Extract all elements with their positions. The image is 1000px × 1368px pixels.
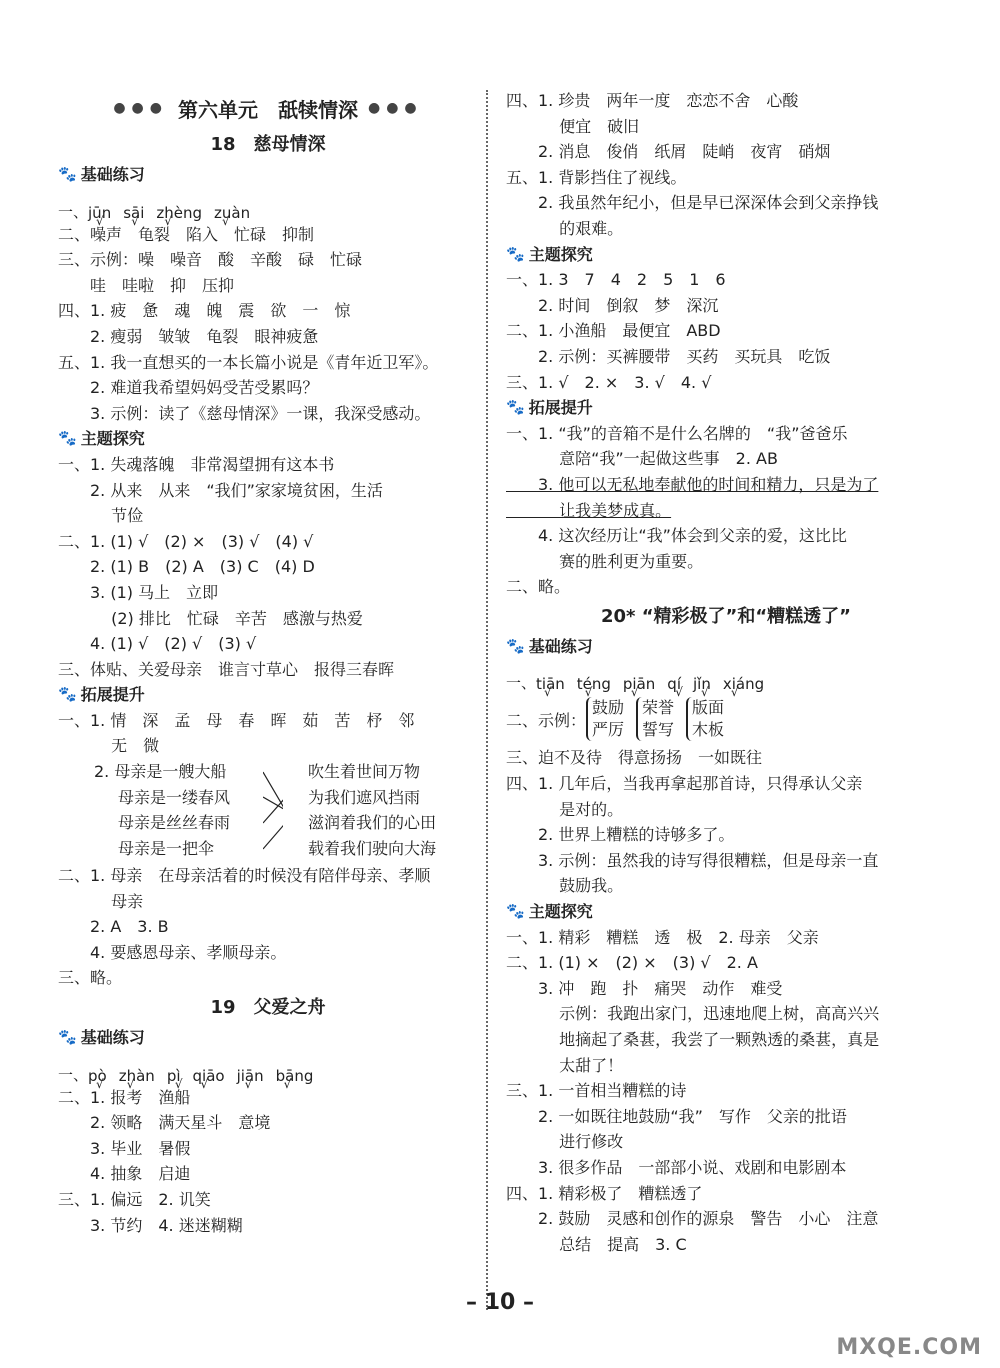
- column-divider: [486, 90, 488, 1310]
- answer-line: 2. 领略 满天星斗 意境: [58, 1113, 271, 1133]
- answer-line: 二、略。: [506, 577, 571, 597]
- answer-line: 四、1. 疲 惫 魂 魄 震 欲 一 惊: [58, 301, 351, 321]
- section-basic-19: 🐾 基础练习: [58, 1025, 478, 1051]
- answer-line: 3. 节约 4. 迷迷糊糊: [58, 1215, 243, 1235]
- answer-line: 三、1. 一首相当糟糕的诗: [506, 1081, 687, 1101]
- match-right-item: 载着我们驶向大海: [308, 838, 437, 858]
- paw-icon: 🐾: [58, 685, 77, 704]
- answer-line: 三、1. 偏远 2. 讥笑: [58, 1190, 211, 1209]
- answer-line: 让我美梦成真。: [506, 500, 672, 520]
- answer-line: 三、示例：噪 噪音 酸 辛酸 碌 忙碌: [58, 250, 363, 270]
- answer-line: 赛的胜利更为重要。: [506, 551, 704, 571]
- unit-title: 第六单元 舐犊情深: [178, 97, 358, 122]
- answer-line: 无 微: [58, 736, 160, 756]
- answer-line: 示例：我跑出家门，迅速地爬上树，高高兴兴: [506, 1004, 880, 1024]
- answer-line: 节俭: [58, 506, 144, 526]
- answers-20-basic: [506, 745, 946, 899]
- match-lines: [263, 759, 283, 863]
- answers-18-theme: [58, 452, 478, 682]
- answer-line: 一、1. 情 深 孟 母 春 晖 茹 苦 杼 邻: [58, 710, 415, 730]
- page-number: – 10 –: [466, 1290, 534, 1315]
- answer-line: 2. 消息 俊俏 纸屑 陡峭 夜宵 硝烟: [506, 142, 831, 162]
- match-left-item: 母亲是一把伞: [118, 838, 215, 858]
- answer-line: 二、1. 小渔船 最便宜 ABD: [506, 321, 721, 341]
- paw-icon: 🐾: [58, 429, 77, 448]
- paw-icon: 🐾: [58, 165, 77, 183]
- answer-line: 4. 要感恩母亲、孝顺母亲。: [58, 942, 287, 962]
- answer-line: 3. (1) 马上 立即: [58, 582, 219, 602]
- brace-group: 荣誉 誓写: [636, 697, 674, 741]
- decor-dots-left: ●●●: [113, 100, 168, 116]
- brace-examples: 二、示例： 鼓励 严厉 荣誉 誓写 版面 木板: [506, 698, 725, 740]
- answer-line: 2. 示例：买裤腰带 买药 买玩具 吃饭: [506, 346, 831, 366]
- answer-line: 进行修改: [506, 1132, 624, 1152]
- answer-line: 3. 示例：读了《慈母情深》一课，我深受感动。: [58, 403, 431, 423]
- answer-line: 2. (1) B (2) A (3) C (4) D: [58, 557, 315, 577]
- match-right-list: [308, 759, 436, 861]
- answers-19-extend-underlined: [506, 472, 946, 523]
- answer-line: 地摘起了桑葚，我尝了一颗熟透的桑葚，真是: [506, 1030, 880, 1049]
- answer-line: 总结 提高 3. C: [506, 1234, 687, 1254]
- answer-line: 一、1. 精彩 糟糕 透 极 2. 母亲 父亲: [506, 927, 819, 947]
- pinyin-row-20: 一、 tiān √ téng √ piān √ qí √ jǐn √ xiáng √: [506, 659, 946, 693]
- section-basic-18: 🐾 基础练习: [58, 162, 478, 188]
- right-column: [506, 88, 946, 1257]
- answers-18-basic: [58, 222, 478, 427]
- answers-19-basic-cont: [506, 88, 946, 242]
- brace-group: 鼓励 严厉: [586, 697, 624, 741]
- answer-line: 2. 瘦弱 皱皱 龟裂 眼神疲惫: [58, 326, 319, 346]
- section-theme-20: 🐾 主题探究: [506, 899, 946, 925]
- match-left-item: 2. 母亲是一艘大船: [94, 762, 227, 782]
- match-right-item: 滋润着我们的心田: [308, 813, 437, 833]
- paw-icon: 🐾: [506, 244, 525, 263]
- answer-line: 四、1. 几年后，当我再拿起那首诗，只得承认父亲: [506, 774, 863, 794]
- lesson-18-title: 18 慈母情深: [210, 134, 326, 155]
- answer-line: 的艰难。: [506, 218, 624, 238]
- paw-icon: 🐾: [506, 636, 525, 655]
- paw-icon: 🐾: [58, 1028, 77, 1047]
- answer-line: 鼓励我。: [506, 876, 624, 896]
- answer-line: 2. 难道我希望妈妈受苦受累吗？: [58, 378, 319, 398]
- section-theme-18: 🐾 主题探究: [58, 426, 478, 452]
- brace-group: 版面 木板: [686, 697, 724, 741]
- answers-20-theme: [506, 925, 946, 1258]
- answer-line: 便宜 破旧: [506, 116, 640, 136]
- watermark: MXQE.COM: [836, 1335, 982, 1360]
- answer-line: 意陪“我”一起做这些事 2. AB: [506, 449, 778, 469]
- lesson-20-title: 20* “精彩极了”和“糟糕透了”: [600, 605, 852, 627]
- answer-line: 4. 抽象 启迪: [58, 1164, 191, 1184]
- section-extend-19: 🐾 拓展提升: [506, 395, 946, 421]
- answer-line: 二、1. (1) × (2) × (3) √ 2. A: [506, 953, 758, 973]
- answer-line: 三、迫不及待 得意扬扬 一如既往: [506, 748, 763, 768]
- answer-line: 一、1. 3 7 4 2 5 1 6: [506, 270, 726, 290]
- match-left-item: 母亲是丝丝春雨: [118, 813, 231, 833]
- paw-icon: 🐾: [506, 398, 525, 417]
- answer-line: 五、1. 我一直想买的一本长篇小说是《青年近卫军》。: [58, 352, 439, 372]
- answers-19-extend-2: [506, 523, 946, 600]
- answer-line: 2. 世界上糟糕的诗够多了。: [506, 825, 735, 845]
- answer-line: 4. (1) √ (2) √ (3) √: [58, 634, 257, 654]
- answer-line: 3. 他可以无私地奉献他的时间和精力，只是为了: [506, 474, 879, 494]
- answer-line: 五、1. 背影挡住了视线。: [506, 167, 687, 187]
- answer-line: 4. 这次经历让“我”体会到父亲的爱，这比比: [506, 526, 847, 546]
- answer-line: 2. 鼓励 灵感和创作的源泉 警告 小心 注意: [506, 1209, 879, 1229]
- answer-line: 二、1. 报考 渔船: [58, 1087, 191, 1107]
- answer-line: 是对的。: [506, 799, 624, 819]
- section-basic-20: 🐾 基础练习: [506, 634, 946, 660]
- answer-line: 三、略。: [58, 968, 123, 988]
- unit-header: [58, 88, 478, 128]
- answer-line: 二、噪声 龟裂 陷入 忙碌 抑制: [58, 224, 315, 244]
- answer-line: 2. A 3. B: [58, 917, 169, 937]
- answer-line: 3. 示例：虽然我的诗写得很糟糕，但是母亲一直: [506, 850, 879, 870]
- answer-line: 一、1. 失魂落魄 非常渴望拥有这本书: [58, 454, 335, 474]
- answer-line: 哇 哇啦 抑 压抑: [58, 275, 235, 295]
- pinyin-row-19: 一、 pò √ zhàn √ pì √ qiāo √ jiān √ bāng √: [58, 1051, 478, 1085]
- answers-18-extend-2: [58, 863, 478, 991]
- left-column: [58, 88, 478, 1238]
- match-right-item: 为我们遮风挡雨: [308, 787, 421, 807]
- answer-line: 太甜了！: [506, 1055, 624, 1075]
- lesson-19-title: 19 父爱之舟: [210, 997, 326, 1019]
- answers-19-extend: [506, 421, 946, 472]
- answer-line: 2. 从来 从来 “我们”家家境贫困，生活: [58, 480, 383, 500]
- match-right-item: 吹生着世间万物: [308, 762, 421, 782]
- match-left-list: [94, 759, 230, 861]
- pinyin-row-18: 一、 jūn √ sāi √ zhèng √ zuàn √: [58, 188, 478, 222]
- answer-line: 母亲: [58, 891, 144, 911]
- brace-groups: [586, 697, 724, 741]
- answer-line: 3. 毕业 暑假: [58, 1138, 191, 1158]
- answer-line: 二、1. (1) √ (2) × (3) √ (4) √: [58, 531, 314, 551]
- answer-line: 3. 冲 跑 扑 痛哭 动作 难受: [506, 978, 783, 998]
- answer-line: 2. 时间 倒叙 梦 深沉: [506, 295, 719, 315]
- answer-line: 2. 我虽然年纪小，但是早已深深体会到父亲挣钱: [506, 193, 879, 213]
- answer-line: 二、1. 母亲 在母亲活着的时候没有陪伴母亲、孝顺: [58, 866, 431, 886]
- answer-line: 四、1. 珍贵 两年一度 恋恋不舍 心酸: [506, 91, 799, 110]
- answer-line: 一、1. “我”的音箱不是什么名牌的 “我”爸爸乐: [506, 423, 848, 443]
- section-theme-19: 🐾 主题探究: [506, 242, 946, 268]
- answer-line: 三、体贴、关爱母亲 谁言寸草心 报得三春晖: [58, 659, 395, 679]
- answer-line: (2) 排比 忙碌 辛苦 感激与热爱: [58, 608, 363, 628]
- section-extend-18: 🐾 拓展提升: [58, 682, 478, 708]
- answers-18-extend: [58, 708, 478, 759]
- answers-19-basic: [58, 1085, 478, 1239]
- match-left-item: 母亲是一缕春风: [118, 787, 231, 807]
- answer-line: 2. 一如既往地鼓励“我” 写作 父亲的批语: [506, 1106, 847, 1126]
- answer-line: 四、1. 精彩极了 糟糕透了: [506, 1183, 703, 1203]
- paw-icon: 🐾: [506, 902, 525, 921]
- matching-exercise: [58, 759, 478, 863]
- answers-19-theme: [506, 267, 946, 395]
- decor-dots-right: ●●●: [368, 100, 423, 116]
- answer-line: 三、1. √ 2. × 3. √ 4. √: [506, 372, 712, 392]
- answer-line: 3. 很多作品 一部部小说、戏剧和电影剧本: [506, 1157, 847, 1177]
